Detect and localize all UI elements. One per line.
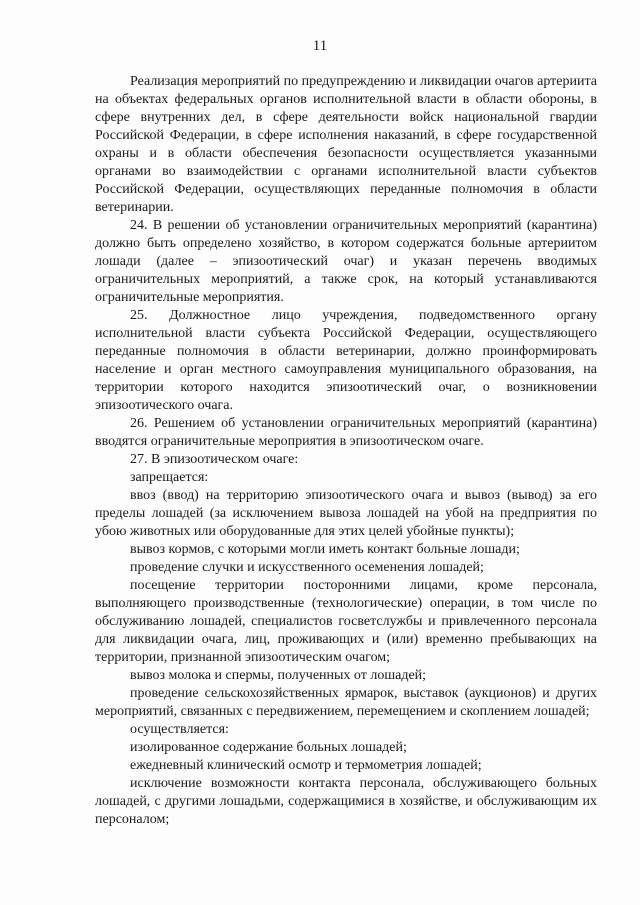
page-number: 11 bbox=[312, 38, 328, 54]
list-item-isolation: изолированное содержание больных лошадей; bbox=[130, 740, 407, 755]
list-item-milk-sperm: вывоз молока и спермы, полученных от лошадей; bbox=[130, 668, 427, 683]
list-item-feed-removal: вывоз кормов, с которыми могли иметь контакт больные лошади; bbox=[130, 542, 520, 557]
paragraph-26: 26. Решением об установлении ограничительных мероприятий (карантина) вводятся ограничительные мероприятия в эпизоотическом очаге. bbox=[95, 416, 597, 449]
document-body bbox=[95, 73, 597, 829]
list-item-fairs: проведение сельскохозяйственных ярмарок, выставок (аукционов) и других мероприятий, связанных с передвижением, перемещением и скоплением лошадей; bbox=[95, 686, 597, 719]
list-item-import-export: ввоз (ввод) на территорию эпизоотического очага и вывоз (вывод) за его пределы лошадей (за исключением вывоза лошадей на убой на предприятия по убою животных или оборудованные для этих целей убойные пункты); bbox=[95, 488, 597, 539]
paragraph-prohibited-heading: запрещается: bbox=[130, 470, 209, 485]
paragraph-implementation: Реализация мероприятий по предупреждению и ликвидации очагов артериита на объектах федеральных органов исполнительной власти в области обороны, в сфере внутренних дел, в сфере деятельности войск национальной гвардии Российской Федерации, в сфере исполнения наказаний, в сфере государственной охраны и в области обеспечения безопасности осуществляется указанными органами во взаимодействии с органами исполнительной власти субъектов Российской Федерации, осуществляющих переданные полномочия в области ветеринарии. bbox=[95, 74, 597, 215]
list-item-visitors: посещение территории посторонними лицами, кроме персонала, выполняющего производственные (технологические) операции, в том числе по обслуживанию лошадей, специалистов госветслужбы и привлеченного персонала для ликвидации очага, лиц, проживающих и (или) временно пребывающих на территории, признанной эпизоотическим очагом; bbox=[95, 578, 597, 665]
paragraph-24: 24. В решении об установлении ограничительных мероприятий (карантина) должно быть определено хозяйство, в котором содержатся больные артериитом лошади (далее – эпизоотический очаг) и указан перечень вводимых ограничительных мероприятий, а также срок, на который устанавливаются ограничительные мероприятия. bbox=[95, 218, 597, 305]
list-item-inspection: ежедневный клинический осмотр и термометрия лошадей; bbox=[130, 758, 482, 773]
paragraph-27: 27. В эпизоотическом очаге: bbox=[130, 452, 299, 467]
paragraph-performed-heading: осуществляется: bbox=[130, 722, 229, 737]
list-item-staff-contact: исключение возможности контакта персонала, обслуживающего больных лошадей, с другими лошадьми, содержащимися в хозяйстве, и обслуживающим их персоналом; bbox=[95, 776, 597, 827]
list-item-breeding: проведение случки и искусственного осеменения лошадей; bbox=[130, 560, 484, 575]
paragraph-25: 25. Должностное лицо учреждения, подведомственного органу исполнительной власти субъекта Российской Федерации, осуществляющего переданные полномочия в области ветеринарии, должно проинформировать население и орган местного самоуправления муниципального образования, на территории которого находится эпизоотический очаг, о возникновении эпизоотического очага. bbox=[95, 308, 597, 413]
